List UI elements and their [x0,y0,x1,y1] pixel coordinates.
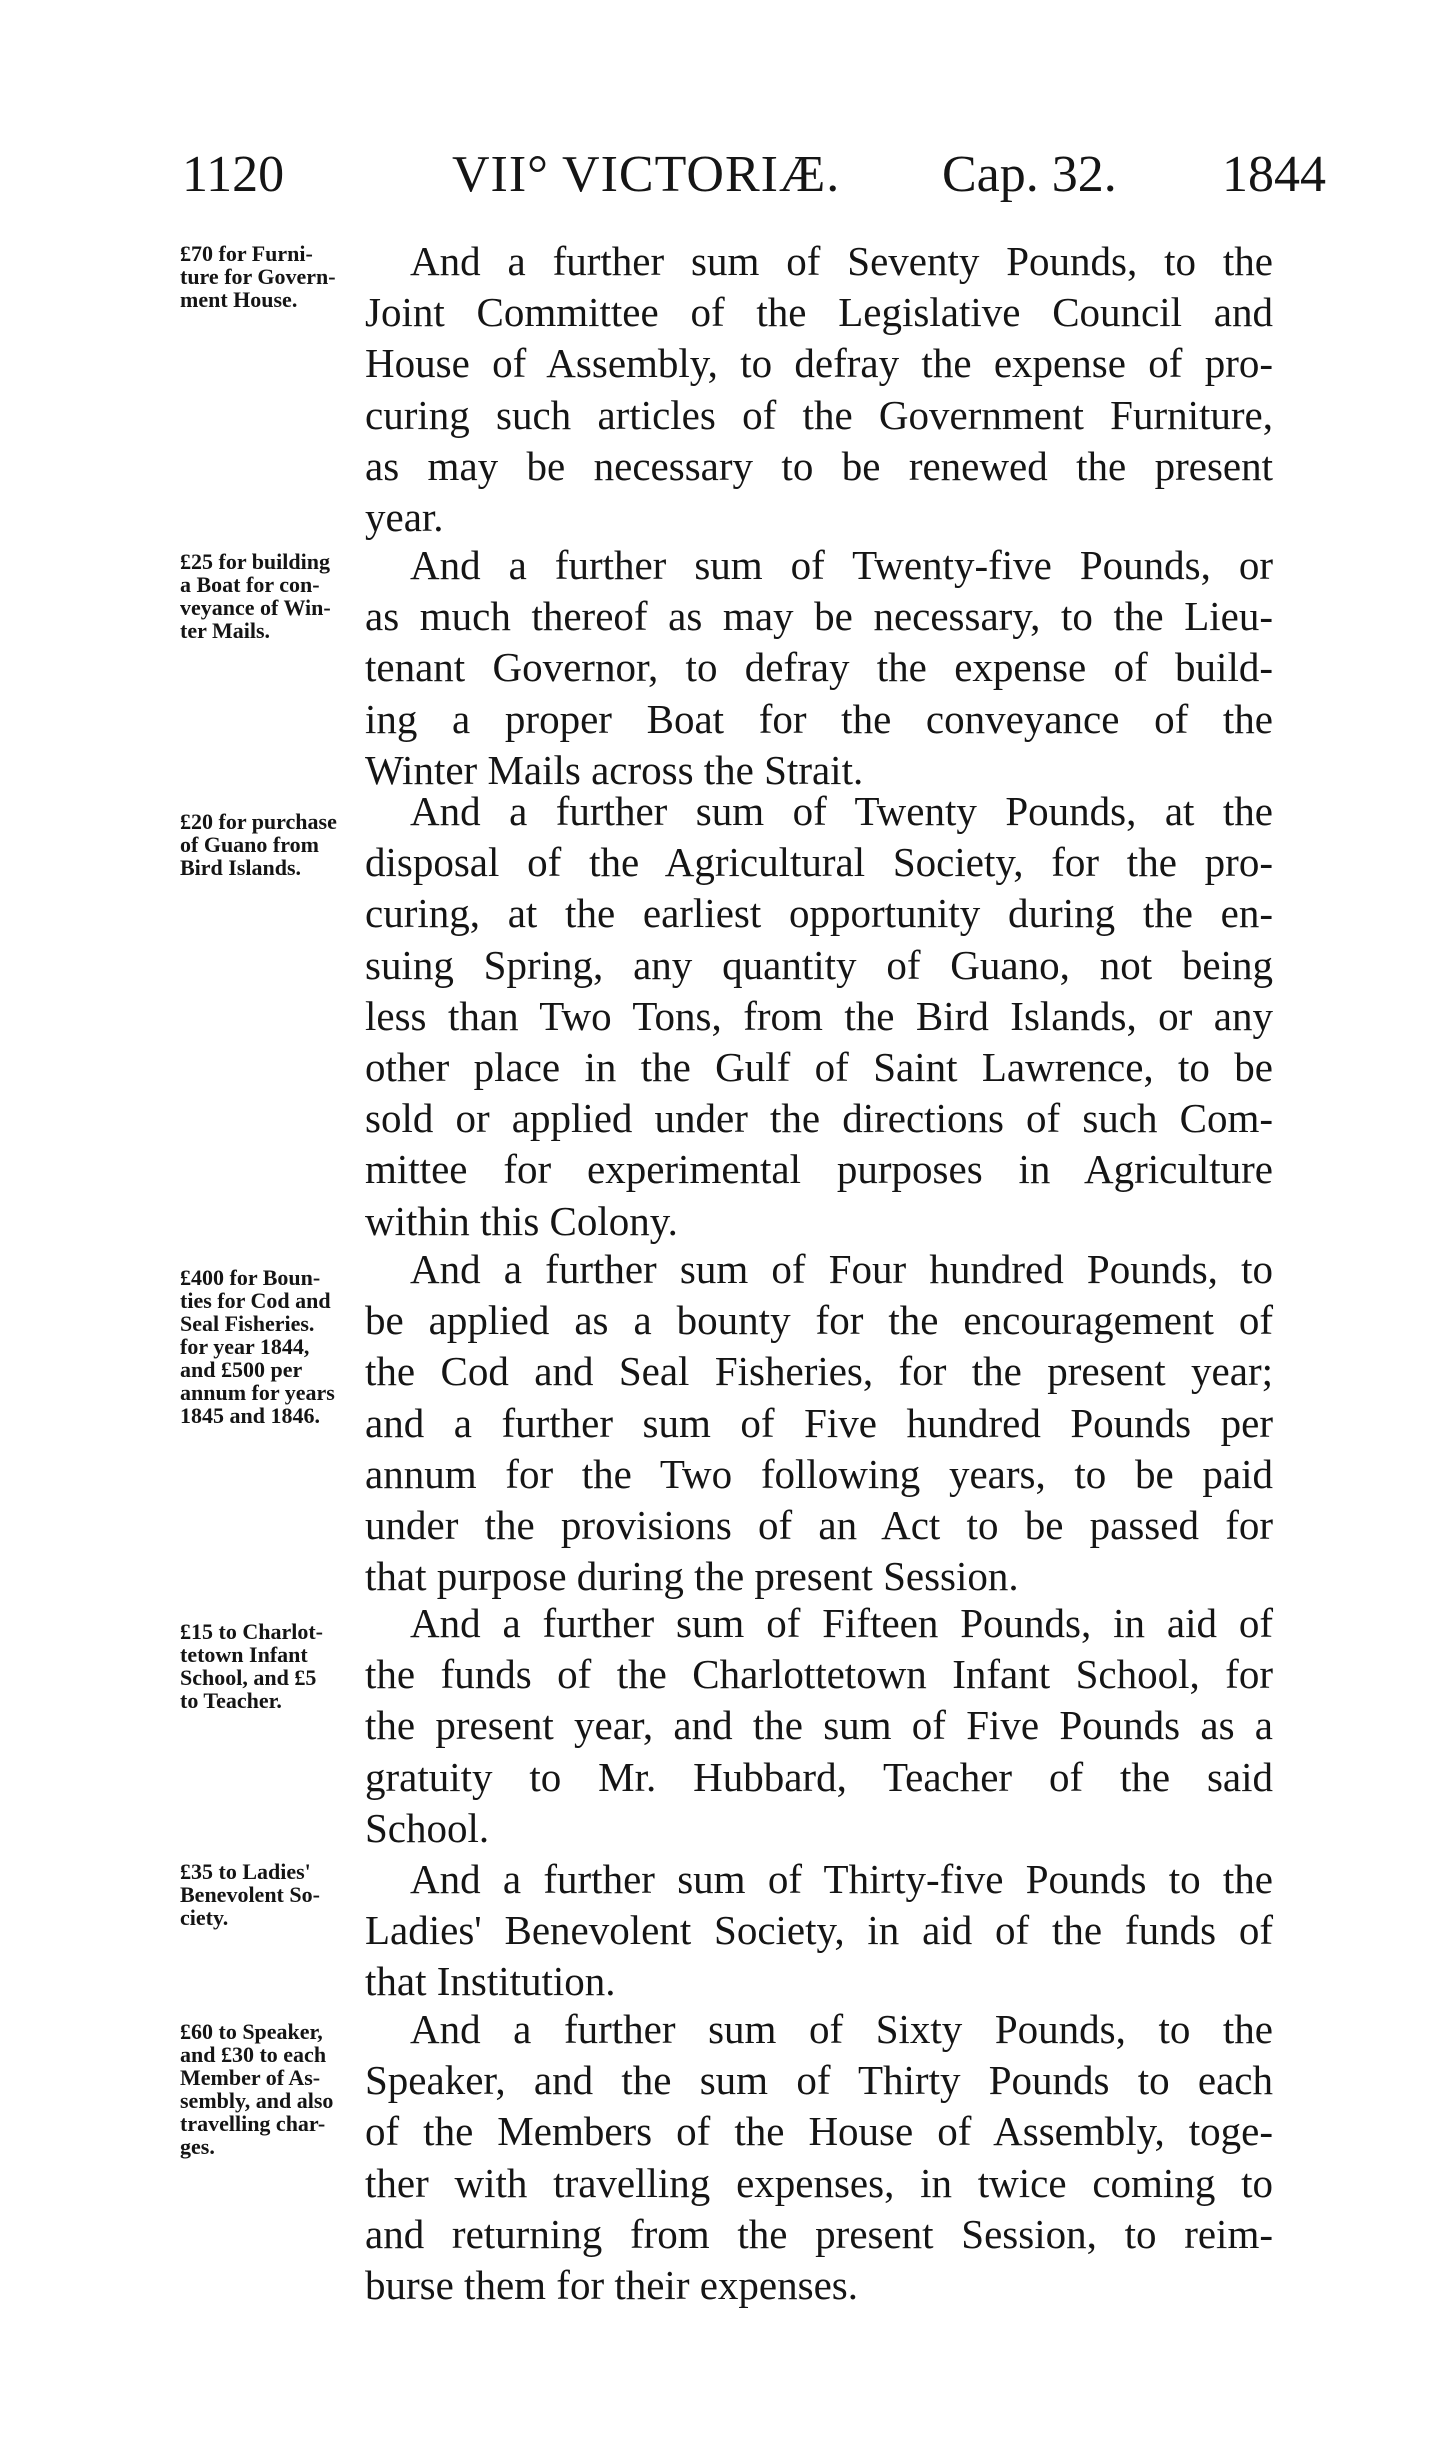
margin-note-line: Seal Fisheries. [180,1311,315,1336]
paragraph-line: year. [365,494,444,541]
paragraph-line: burse them for their expenses. [365,2262,858,2309]
margin-note-line: £60 to Speaker, [180,2019,323,2044]
paragraph-line: the Cod and Seal Fisheries, for the present year; [365,1348,1273,1395]
paragraph-line: suing Spring, any quantity of Guano, not being [365,941,1273,988]
chapter-number: Cap. 32. [942,146,1117,203]
paragraph-line: House of Assembly, to defray the expense of pro- [365,340,1273,387]
margin-note [180,1860,370,1929]
margin-note-line: £400 for Boun- [180,1265,321,1290]
paragraph-line: tenant Governor, to defray the expense of build- [365,644,1273,691]
paragraph-line: ing a proper Boat for the conveyance of the [365,695,1273,742]
margin-note-line: Bird Islands. [180,855,302,880]
margin-note-line: to Teacher. [180,1688,282,1713]
margin-note-line: of Guano from [180,832,319,857]
paragraph-line: And a further sum of Twenty Pounds, at the [410,788,1273,834]
paragraph-line: And a further sum of Seventy Pounds, to the [410,238,1273,284]
margin-note-line: Member of As- [180,2065,321,2090]
margin-note-line: ges. [180,2134,215,2159]
paragraph-line: the funds of the Charlottetown Infant School, for [365,1651,1273,1698]
paragraph-line: of the Members of the House of Assembly, toge- [365,2108,1273,2155]
margin-note-line: veyance of Win- [180,595,331,620]
margin-note-line: £20 for purchase [180,809,337,834]
margin-note-line: tetown Infant [180,1642,308,1667]
provision-paragraph [365,2004,1273,2311]
margin-note-line: School, and £5 [180,1665,317,1690]
margin-note-line: ciety. [180,1905,229,1930]
paragraph-line: gratuity to Mr. Hubbard, Teacher of the said [365,1753,1273,1800]
provision-paragraph [365,540,1273,796]
paragraph-line: as may be necessary to be renewed the present [365,442,1273,489]
paragraph-line: under the provisions of an Act to be passed for [365,1502,1273,1549]
paragraph-line: And a further sum of Fifteen Pounds, in aid of [410,1600,1273,1646]
provision-paragraph [365,786,1273,1247]
margin-note-line: ture for Govern- [180,264,336,289]
margin-note-line: ment House. [180,287,298,312]
year: 1844 [1222,146,1326,203]
provision-paragraph [365,1854,1273,2008]
running-title: VII° VICTORIÆ. [452,146,841,203]
margin-note-line: and £30 to each [180,2042,327,2067]
paragraph-line: that purpose during the present Session. [365,1553,1019,1600]
margin-note-line: and £500 per [180,1357,303,1382]
paragraph-line: Winter Mails across the Strait. [365,746,864,793]
margin-note-line: £15 to Charlot- [180,1619,323,1644]
paragraph-line: less than Two Tons, from the Bird Islands, or any [365,992,1273,1039]
paragraph-line: Joint Committee of the Legislative Council and [365,289,1273,336]
margin-note [180,550,370,642]
paragraph-line: And a further sum of Thirty-five Pounds to the [410,1856,1273,1902]
paragraph-line: and returning from the present Session, to reim- [365,2210,1273,2257]
paragraph-line: And a further sum of Sixty Pounds, to the [410,2006,1273,2052]
paragraph-line: disposal of the Agricultural Society, for the pro- [365,839,1273,886]
paragraph-line: other place in the Gulf of Saint Lawrence, to be [365,1044,1273,1091]
paragraph-line: annum for the Two following years, to be paid [365,1450,1273,1497]
margin-note-line: a Boat for con- [180,572,320,597]
paragraph-line: ther with travelling expenses, in twice coming to [365,2159,1273,2206]
margin-note [180,810,370,879]
paragraph-line: the present year, and the sum of Five Pounds as a [365,1702,1273,1749]
margin-note [180,242,370,311]
margin-note-line: annum for years [180,1380,335,1405]
paragraph-line: mittee for experimental purposes in Agriculture [365,1146,1273,1193]
margin-note-line: £70 for Furni- [180,241,313,266]
margin-note [180,1620,370,1712]
margin-note-line: ties for Cod and [180,1288,331,1313]
provision-paragraph [365,1244,1273,1602]
margin-note-line: for year 1844, [180,1334,310,1359]
margin-note-line: £25 for building [180,549,330,574]
paragraph-line: And a further sum of Twenty-five Pounds, or [410,542,1273,588]
paragraph-line: curing, at the earliest opportunity during the en- [365,890,1273,937]
paragraph-line: curing such articles of the Government Furniture, [365,391,1273,438]
paragraph-line: and a further sum of Five hundred Pounds per [365,1399,1273,1446]
margin-note [180,1266,370,1427]
paragraph-line: be applied as a bounty for the encouragement of [365,1297,1273,1344]
paragraph-line: as much thereof as may be necessary, to the Lieu- [365,593,1273,640]
paragraph-line: Ladies' Benevolent Society, in aid of the funds of [365,1907,1273,1954]
running-header [182,135,1350,215]
margin-note-line: travelling char- [180,2111,326,2136]
margin-note-line: sembly, and also [180,2088,334,2113]
provision-paragraph [365,1598,1273,1854]
margin-note [180,2020,370,2158]
page-number: 1120 [182,146,285,203]
margin-note-line: 1845 and 1846. [180,1403,320,1428]
paragraph-line: within this Colony. [365,1197,678,1244]
margin-note-line: £35 to Ladies' [180,1859,311,1884]
paragraph-line: Speaker, and the sum of Thirty Pounds to each [365,2057,1273,2104]
paragraph-line: School. [365,1804,490,1851]
paragraph-line: sold or applied under the directions of such Com- [365,1095,1273,1142]
margin-note-line: ter Mails. [180,618,271,643]
margin-note-line: Benevolent So- [180,1882,320,1907]
provision-paragraph [365,236,1273,543]
paragraph-line: And a further sum of Four hundred Pounds, to [410,1246,1273,1292]
paragraph-line: that Institution. [365,1958,616,2005]
